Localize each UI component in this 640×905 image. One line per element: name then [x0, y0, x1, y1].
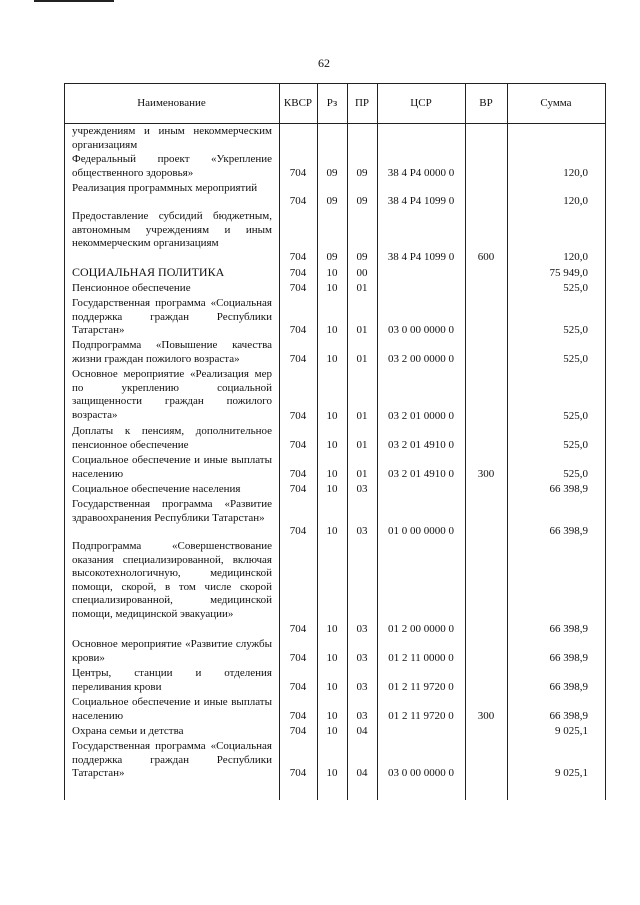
- table-row: Охрана семьи и детства 704 10 04 9 025,1: [72, 725, 588, 738]
- header-sum: Сумма: [540, 97, 572, 109]
- table-row: Центры, станции и отделения переливания крови 704 10 03 01 2 11 9720 0 66 398,9: [72, 667, 588, 694]
- table-row: Государственная программа «Развитие здравоохранения Республики Татарстан» 704 10 03 01 0 00 0000 0 66 398,9: [72, 498, 588, 538]
- table-row: Социальное обеспечение и иные выплаты населению 704 10 01 03 2 01 4910 0 300 525,0: [72, 454, 588, 481]
- header-kvsr: КВСР: [283, 97, 313, 109]
- header-pr: ПР: [354, 97, 370, 109]
- table-row: Подпрограмма «Повышение качества жизни граждан пожилого возраста» 704 10 01 03 2 00 0000 0 525,0: [72, 339, 588, 366]
- table-row: Реализация программных мероприятий 704 09 09 38 4 P4 1099 0 120,0: [72, 182, 588, 208]
- table-row: Подпрограмма «Совершенствование оказания специализированной, включая высокотехнологичную, медицинской помощи, скорой, в том числе скорой специализированной, медицинской помощи, медицинской эвакуации» 704 10 03 01 2 00 0000 0 66 398,9: [72, 540, 588, 636]
- header-name: Наименование: [137, 97, 206, 109]
- table-row: Социальное обеспечение и иные выплаты населению 704 10 03 01 2 11 9720 0 300 66 398,9: [72, 696, 588, 723]
- table-row: Социальное обеспечение населения 704 10 03 66 398,9: [72, 483, 588, 496]
- page-number: 62: [318, 56, 330, 70]
- budget-table: [64, 83, 606, 800]
- table-row: Предоставление субсидий бюджетным, автономным учреждениям и иным некоммерческим организациям 704 09 09 38 4 P4 1099 0 600 120,0: [72, 210, 588, 264]
- table-row: Основное мероприятие «Реализация мер по укреплению социальной защищенности граждан пожилого возраста» 704 10 01 03 2 01 0000 0 525,0: [72, 368, 588, 423]
- header-rz: Рз: [326, 97, 338, 109]
- table-row: Пенсионное обеспечение 704 10 01 525,0: [72, 282, 588, 295]
- table-row: Основное мероприятие «Развитие службы крови» 704 10 03 01 2 11 0000 0 66 398,9: [72, 638, 588, 665]
- header-vr: ВР: [479, 97, 493, 109]
- table-row: Федеральный проект «Укрепление общественного здоровья» 704 09 09 38 4 P4 0000 0 120,0: [72, 153, 588, 180]
- table-row: Государственная программа «Социальная поддержка граждан Республики Татарстан» 704 10 04 03 0 00 0000 0 9 025,1: [72, 740, 588, 780]
- top-rule: [34, 0, 114, 2]
- table-row: Государственная программа «Социальная поддержка граждан Республики Татарстан» 704 10 01 03 0 00 0000 0 525,0: [72, 297, 588, 337]
- table-row: Доплаты к пенсиям, дополнительное пенсионное обеспечение 704 10 01 03 2 01 4910 0 525,0: [72, 425, 588, 452]
- table-row: учреждениям и иным некоммерческим организациям: [72, 125, 272, 151]
- header-csr: ЦСР: [410, 97, 432, 109]
- header-bottom-border: [64, 123, 606, 124]
- table-row: СОЦИАЛЬНАЯ ПОЛИТИКА 704 10 00 75 949,0: [72, 265, 588, 280]
